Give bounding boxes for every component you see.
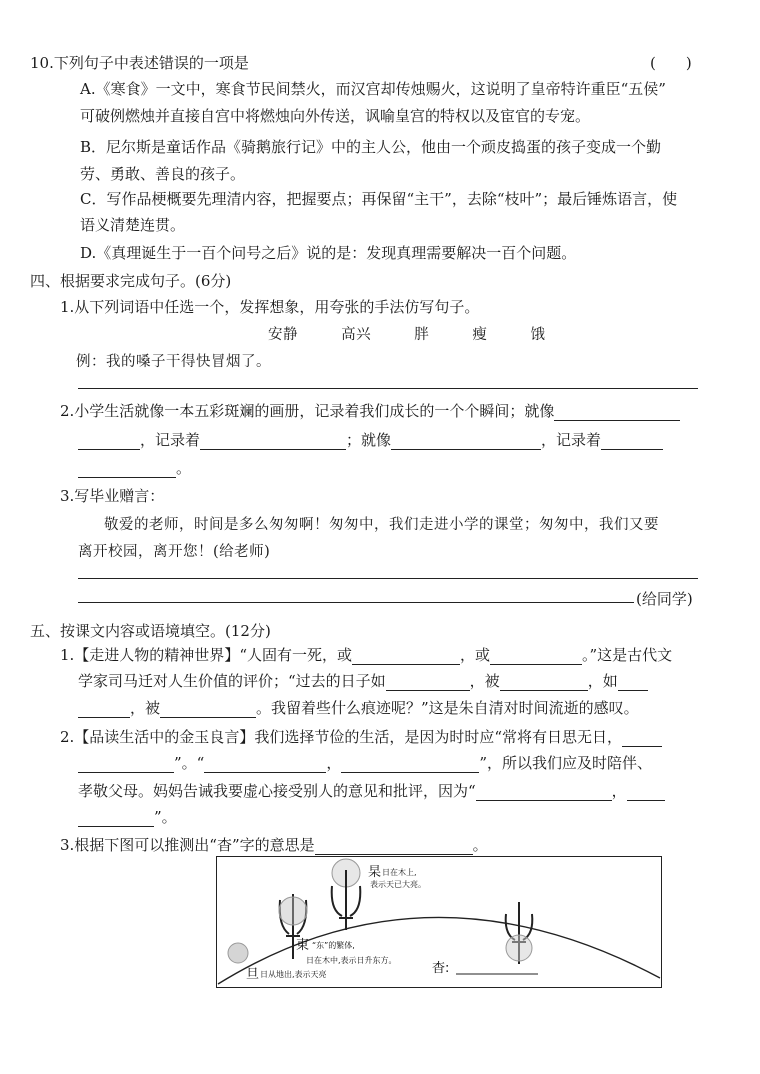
rising-sun-icon — [228, 943, 248, 963]
answer-blank[interactable] — [618, 674, 648, 691]
answer-blank[interactable] — [500, 674, 588, 691]
sec4-q3-answer-line[interactable] — [78, 578, 698, 579]
q10-option-c-line1: C．写作品梗概要先理清内容，把握要点；再保留“主干”，去除“枝叶”；最后锤炼语言，使 — [80, 190, 678, 208]
answer-blank[interactable] — [391, 433, 541, 450]
q10-option-b-line2: 劳、勇敢、善良的孩子。 — [80, 165, 246, 183]
sec4-example: 例：我的嗓子干得快冒烟了。 — [76, 354, 271, 370]
q10-option-c-line2: 语义清楚连贯。 — [80, 216, 186, 234]
gao-desc-1: 日在木上, — [382, 868, 417, 877]
sec5-q3-prompt: 3.根据下图可以推测出“杳”字的意思是 。 — [60, 836, 488, 854]
answer-blank[interactable] — [78, 810, 154, 827]
answer-blank[interactable] — [352, 648, 460, 665]
answer-blank[interactable] — [386, 674, 470, 691]
answer-blank[interactable] — [78, 433, 140, 450]
answer-blank[interactable] — [476, 784, 612, 801]
q10-stem: 10.下列句子中表述错误的一项是 — [30, 54, 249, 72]
answer-blank[interactable] — [341, 756, 479, 773]
word-option: 瘦 — [472, 327, 488, 343]
q10-option-b-line1: B．尼尔斯是童话作品《骑鹅旅行记》中的主人公，他由一个顽皮捣蛋的孩子变成一个勤 — [80, 138, 662, 156]
sec4-q3-tag: (给同学) — [636, 590, 693, 608]
dan-desc: 日从地出,表示天亮 — [260, 970, 327, 979]
answer-blank[interactable] — [622, 730, 662, 747]
answer-blank[interactable] — [78, 756, 174, 773]
word-option: 高兴 — [341, 327, 372, 343]
word-option: 安静 — [268, 327, 298, 343]
sec5-q2-line1: 2.【品读生活中的金玉良言】我们选择节俭的生活，是因为时时应“常将有日思无日， — [60, 726, 662, 747]
answer-blank[interactable] — [627, 784, 665, 801]
gao-desc-2: 表示天已大亮。 — [370, 880, 426, 889]
character-figure — [216, 856, 662, 988]
section4-title: 四、根据要求完成句子。(6分) — [30, 272, 232, 290]
sec4-q2-line3: 。 — [78, 457, 191, 478]
q10-option-a-line1: A.《寒食》一文中，寒食节民间禁火，而汉宫却传烛赐火，这说明了皇帝特许重臣“五侯” — [80, 80, 666, 98]
answer-blank[interactable] — [490, 648, 582, 665]
sec4-q1-answer-line[interactable] — [78, 388, 698, 389]
section5-title: 五、按课文内容或语境填空。(12分) — [30, 622, 271, 640]
sec4-q2-line1: 2.小学生活就像一本五彩斑斓的画册，记录着我们成长的一个个瞬间；就像 — [60, 400, 680, 421]
sec5-q2-line4: ”。 — [78, 806, 177, 827]
sec5-q2-line3: 孝敬父母。妈妈告诫我要虚心接受别人的意见和批评，因为“ ， — [78, 780, 665, 801]
sec5-q1-line1: 1.【走进人物的精神世界】“人固有一死，或 ，或 。”这是古代文 — [60, 646, 673, 664]
dong-char: 東 — [296, 938, 310, 953]
answer-blank[interactable] — [160, 701, 256, 718]
sec5-q2-line2: ”。“ ， ”，所以我们应及时陪伴、 — [78, 752, 652, 773]
answer-blank[interactable] — [315, 838, 473, 855]
answer-blank[interactable] — [601, 433, 663, 450]
answer-blank[interactable] — [204, 756, 326, 773]
dong-desc-2: 日在木中,表示日升东方。 — [306, 956, 397, 965]
sec4-q3-text-line1: 敬爱的老师，时间是多么匆匆啊！匆匆中，我们走进小学的课堂；匆匆中，我们又要 — [104, 517, 659, 533]
answer-blank[interactable] — [78, 701, 130, 718]
answer-blank[interactable] — [200, 433, 346, 450]
sec5-q1-line3: ，被 。我留着些什么痕迹呢？”这是朱自清对时间流逝的感叹。 — [78, 697, 639, 718]
answer-blank[interactable] — [554, 404, 680, 421]
sec4-q2-line2: ，记录着 ；就像 ，记录着 — [78, 429, 663, 450]
sec4-q3-answer-line[interactable] — [78, 602, 634, 603]
yao-label: 杳: — [432, 961, 450, 976]
word-option: 饿 — [530, 327, 546, 343]
sec4-q3-text-line2: 离开校园，离开您！(给老师) — [78, 544, 271, 560]
q10-option-a-line2: 可破例燃烛并直接自宫中将燃烛向外传送，讽喻皇宫的特权以及宦官的专宠。 — [80, 107, 591, 125]
word-option: 胖 — [414, 327, 430, 343]
sec4-q1-prompt: 1.从下列词语中任选一个，发挥想象，用夸张的手法仿写句子。 — [60, 298, 480, 316]
sec4-q3-prompt: 3.写毕业赠言： — [60, 487, 165, 505]
sec4-word-list — [268, 323, 583, 344]
q10-answer-parens[interactable]: ( ) — [650, 54, 692, 72]
sec5-q1-line2: 学家司马迁对人生价值的评价；“过去的日子如 ，被 ，如 — [78, 670, 648, 691]
gao-char: 杲 — [368, 865, 382, 880]
answer-blank[interactable] — [78, 461, 176, 478]
dong-desc-1: “东”的繁体, — [312, 941, 355, 950]
dan-char: 旦 — [246, 967, 260, 982]
q10-option-d: D.《真理诞生于一百个问号之后》说的是：发现真理需要解决一百个问题。 — [80, 244, 577, 262]
